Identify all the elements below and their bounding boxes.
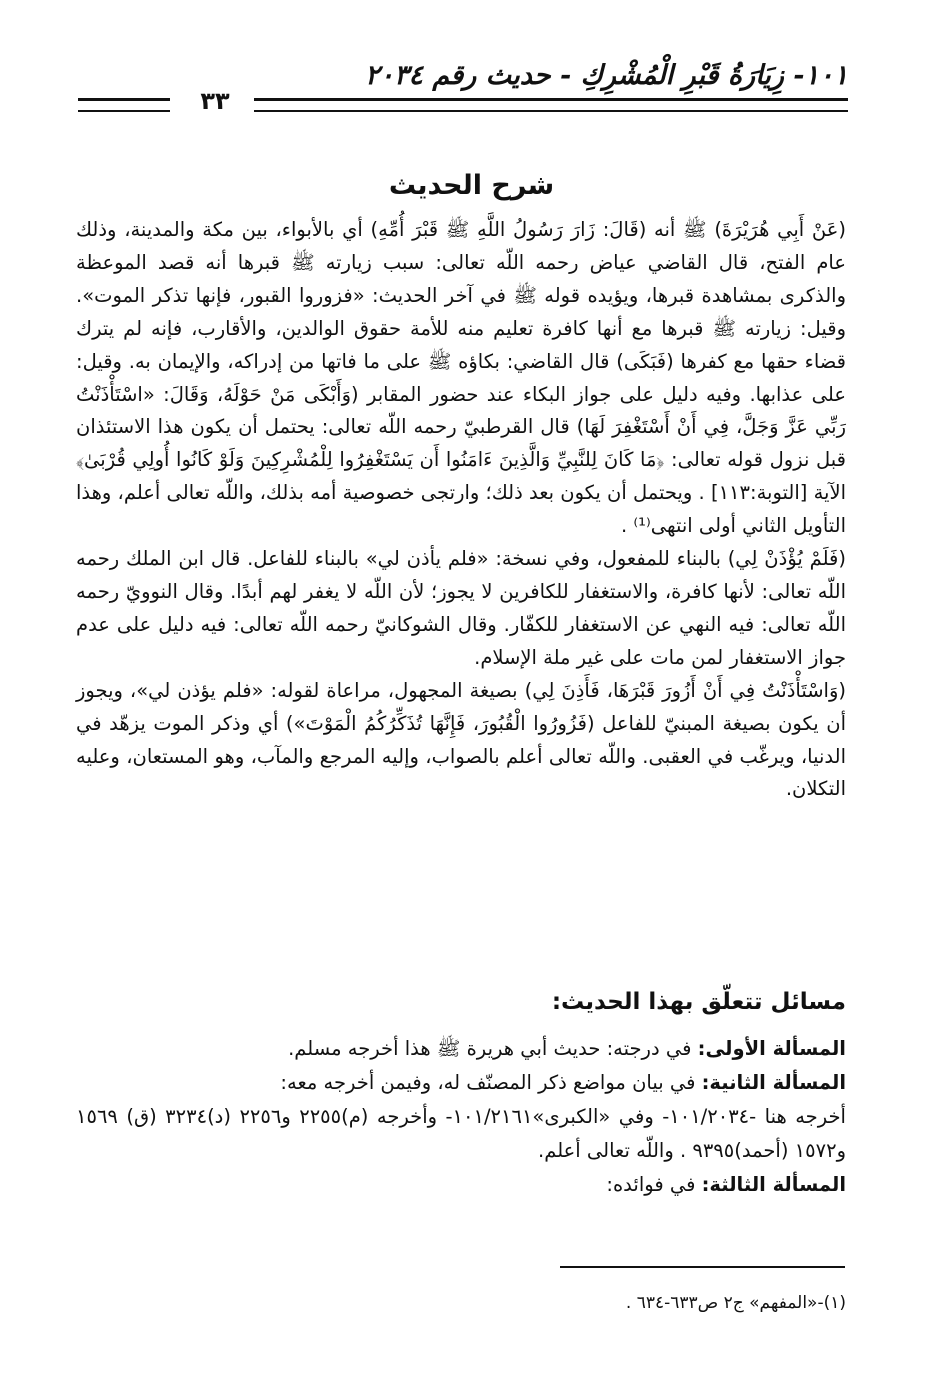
issue-item [76, 1168, 846, 1202]
chapter-title: ١٠١- زِيَارَةُ قَبْرِ الْمُشْرِكِ - حديث رقم ٢٠٣٤ [364, 60, 848, 91]
issue-label: المسألة الثانية: [701, 1071, 846, 1094]
paragraph: (فَلَمْ يُؤْذَنْ لِي) بالبناء للمفعول، وفي نسخة: «فلم يأذن لي» بالبناء للفاعل. قال ابن الملك رحمه اللّه تعالى: لأنها كافرة، والاستغفار للكافرين لا يجوز؛ لأن اللّه لا يغفر لهم أبدًا. وقال النوويّ رحمه اللّه تعالى: فيه النهي عن الاستغفار للكفّار. وقال الشوكانيّ رحمه اللّه تعالى: فيه دليل على عدم جواز الاستغفار لمن مات على غير ملة الإسلام. [76, 547, 846, 669]
commentary-body [76, 214, 846, 806]
header-rule-short [78, 98, 170, 112]
issues-list [76, 1032, 846, 1202]
issue-label: المسألة الأولى: [697, 1037, 846, 1060]
footnote: (١)-«المفهم» ج٢ ص٦٣٣-٦٣٤ . [625, 1293, 846, 1313]
running-header [78, 58, 848, 118]
issue-label: المسألة الثالثة: [701, 1173, 846, 1196]
paragraph: (وَاسْتَأْذَنْتُ فِي أَنْ أَزُورَ قَبْرَهَا، فَأَذِنَ لِي) بصيغة المجهول، مراعاة لقوله: «فلم يؤذن لي»، ويجوز أن يكون بصيغة المبنيّ للفاعل (فَزُورُوا الْقُبُورَ، فَإِنَّهَا تُذَكِّرُكُمُ الْمَوْتَ») أي وذكر الموت يزهّد في الدنيا، ويرغّب في العقبى. واللّه تعالى أعلم بالصواب، وإليه المرجع والمآب، وهو المستعان، وعليه التكلان. [76, 678, 846, 801]
page-number: ٣٣ [176, 86, 254, 116]
section-title: شرح الحديث [388, 170, 555, 201]
issues-heading: مسائل تتعلّق بهذا الحديث: [551, 989, 846, 1015]
issue-text: أخرجه هنا -١٠١/٢٠٣٤- وفي «الكبرى»١٠١/٢١٦١- وأخرجه (م)٢٢٥٥ و٢٢٥٦ (د)٣٢٣٤ (ق) ١٥٦٩ و١٥٧٢ (أحمد)٩٣٩٥ . واللّه تعالى أعلم. [76, 1105, 846, 1162]
paragraph: (عَنْ أَبِي هُرَيْرَةَ) ﷺ أنه (قَالَ: زَارَ رَسُولُ اللَّهِ ﷺ قَبْرَ أُمِّهِ) أي بالأبواء، بين مكة والمدينة، وذلك عام الفتح، قال القاضي عياض رحمه اللّه تعالى: سبب زيارته ﷺ قبرها أنه قصد الموعظة والذكرى بمشاهدة قبرها، ويؤيده قوله ﷺ في آخر الحديث: «فزوروا القبور، فإنها تذكر الموت». وقيل: زيارته ﷺ قبرها مع أنها كافرة تعليم منه للأمة حقوق الوالدين، والأقارب، فإنه لم يترك قضاء حقها مع كفرها (فَبَكَى) قال القاضي: بكاؤه ﷺ على ما فاتها من إدراكه، والإيمان به. وقيل: على عذابها. وفيه دليل على جواز البكاء عند حضور المقابر (وَأَبْكَى مَنْ حَوْلَهُ، وَقَالَ: «اسْتَأْذَنْتُ رَبِّي عَزَّ وَجَلَّ، فِي أَنْ أَسْتَغْفِرَ لَهَا) قال القرطبيّ رحمه اللّه تعالى: يحتمل أن يكون هذا الاستئذان قبل نزول قوله تعالى: ﴿مَا كَانَ لِلنَّبِيِّ وَالَّذِينَ ءَامَنُوا أَن يَسْتَغْفِرُوا لِلْمُشْرِكِينَ وَلَوْ كَانُوا أُولِي قُرْبَىٰ﴾ الآية [التوبة:١١٣] . ويحتمل أن يكون بعد ذلك؛ وارتجى خصوصية أمه بذلك، واللّه تعالى أعلم، وهذا التأويل الثاني أولى انتهى⁽¹⁾ . [76, 218, 847, 538]
issue-text: في فوائده: [606, 1173, 696, 1196]
header-rule [228, 98, 848, 112]
issue-item [76, 1032, 846, 1066]
issue-text: في درجته: حديث أبي هريرة ﷺ هذا أخرجه مسلم. [288, 1037, 692, 1060]
issue-item [76, 1100, 846, 1168]
issue-item [76, 1066, 846, 1100]
issue-text: في بيان مواضع ذكر المصنّف له، وفيمن أخرجه معه: [280, 1071, 696, 1094]
footnote-divider [560, 1266, 845, 1268]
